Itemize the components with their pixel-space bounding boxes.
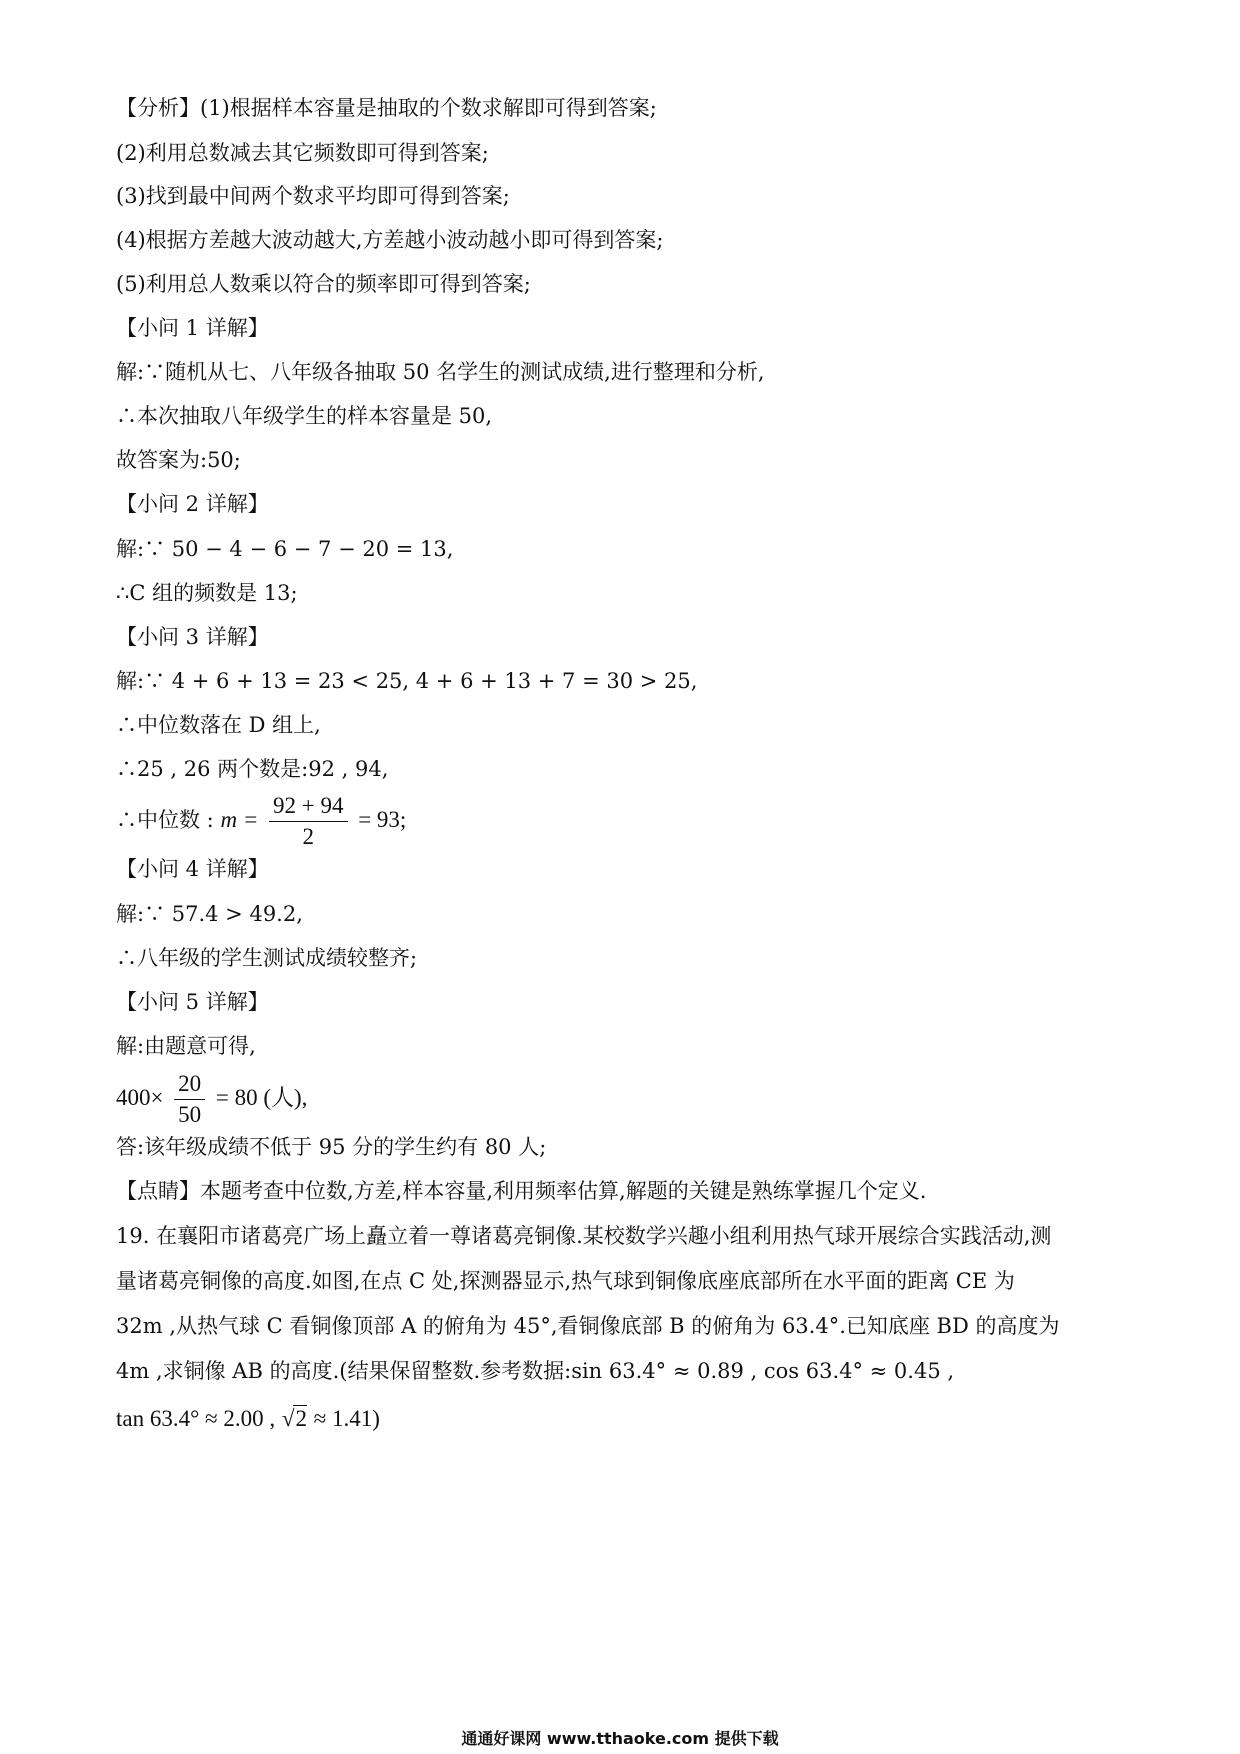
calc-fraction	[174, 1069, 205, 1130]
q2-line-2: ∴C 组的频数是 13;	[116, 581, 298, 605]
median-rhs: = 93;	[358, 807, 407, 832]
analysis-item-3: (3)找到最中间两个数求平均即可得到答案;	[116, 184, 510, 208]
calc-lhs: 400×	[116, 1085, 164, 1110]
q1-line-1: 解:∵随机从七、八年级各抽取 50 名学生的测试成绩,进行整理和分析,	[116, 360, 765, 384]
sqrt-expression: √2	[281, 1406, 307, 1431]
q2-line-1: 解:∵ 50 − 4 − 6 − 7 − 20 = 13,	[116, 537, 454, 561]
problem19-line-4: 4m ,求铜像 AB 的高度.(结果保留整数.参考数据:sin 63.4° ≈ 0.89 , cos 63.4° ≈ 0.45 ,	[116, 1359, 955, 1383]
q5-line-1: 解:由题意可得,	[116, 1034, 256, 1058]
analysis-item-5: (5)利用总人数乘以符合的频率即可得到答案;	[116, 272, 531, 296]
q5-title: 【小问 5 详解】	[116, 990, 269, 1014]
q4-line-1: 解:∵ 57.4 > 49.2,	[116, 902, 303, 926]
calc-numerator: 20	[174, 1069, 205, 1100]
analysis-item-4: (4)根据方差越大波动越大,方差越小波动越小即可得到答案;	[116, 228, 664, 252]
problem19-line-3: 32m ,从热气球 C 看铜像顶部 A 的俯角为 45°,看铜像底部 B 的俯角为 63.4°.已知底座 BD 的高度为	[116, 1314, 1060, 1338]
tan-value: tan 63.4° ≈ 2.00 ,	[116, 1406, 276, 1431]
q3-line-2: ∴中位数落在 D 组上,	[116, 713, 321, 737]
q3-median-line	[116, 790, 406, 852]
q3-line-1: 解:∵ 4 + 6 + 13 = 23 < 25, 4 + 6 + 13 + 7 = 30 > 25,	[116, 669, 698, 693]
problem19-line-5	[116, 1405, 380, 1432]
median-prefix: ∴中位数 :	[116, 808, 214, 832]
q3-title: 【小问 3 详解】	[116, 625, 269, 649]
median-lhs: m =	[220, 807, 259, 832]
q3-line-3: ∴25 , 26 两个数是:92 , 94,	[116, 757, 389, 781]
q5-answer: 答:该年级成绩不低于 95 分的学生约有 80 人;	[116, 1135, 547, 1159]
q5-calc-line	[116, 1068, 307, 1130]
problem19-line-1: 19. 在襄阳市诸葛亮广场上矗立着一尊诸葛亮铜像.某校数学兴趣小组利用热气球开展综合实践活动,测	[116, 1224, 1052, 1248]
q1-title: 【小问 1 详解】	[116, 316, 269, 340]
problem19-line-2: 量诸葛亮铜像的高度.如图,在点 C 处,探测器显示,热气球到铜像底座底部所在水平面的距离 CE 为	[116, 1269, 1015, 1293]
comment-line: 【点睛】本题考查中位数,方差,样本容量,利用频率估算,解题的关键是熟练掌握几个定义.	[116, 1179, 927, 1203]
sqrt-approx: ≈ 1.41)	[313, 1406, 380, 1431]
q4-title: 【小问 4 详解】	[116, 857, 269, 881]
analysis-item-2: (2)利用总数减去其它频数即可得到答案;	[116, 141, 489, 165]
q1-line-2: ∴本次抽取八年级学生的样本容量是 50,	[116, 404, 493, 428]
q1-line-3: 故答案为:50;	[116, 448, 241, 472]
calc-rhs: = 80 (人),	[215, 1085, 308, 1110]
sqrt-argument: 2	[295, 1406, 307, 1431]
q2-title: 【小问 2 详解】	[116, 492, 269, 516]
analysis-head: 【分析】(1)根据样本容量是抽取的个数求解即可得到答案;	[116, 96, 657, 120]
median-numerator: 92 + 94	[269, 791, 347, 822]
page-footer: 通通好课网 www.tthaoke.com 提供下载	[461, 1729, 779, 1748]
median-denominator: 2	[302, 824, 315, 849]
q4-line-2: ∴八年级的学生测试成绩较整齐;	[116, 946, 418, 970]
median-fraction	[269, 791, 347, 852]
calc-denominator: 50	[178, 1102, 202, 1127]
